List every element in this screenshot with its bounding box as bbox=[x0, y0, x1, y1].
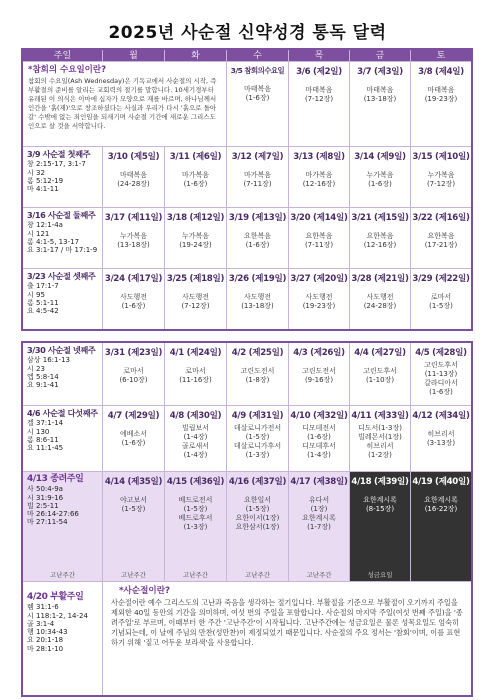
easter-title: 4/20 부활주일 bbox=[27, 592, 84, 602]
lectionary-line: 롬 5:1-11 bbox=[27, 298, 59, 307]
day-date: 4/11 (제33일) bbox=[351, 411, 409, 421]
ash-wednesday-note-title: *참회의 수요일이란? bbox=[28, 65, 107, 75]
day-cell bbox=[411, 343, 471, 406]
day-date: 3/22 (제16일) bbox=[412, 213, 470, 223]
day-reading: 요한계시록 (8-15장) bbox=[363, 496, 397, 513]
day-reading: 마가복음 (7-11장) bbox=[243, 171, 272, 188]
day-cell bbox=[227, 147, 289, 208]
day-cell bbox=[411, 62, 471, 147]
day-date: 4/9 (제31일) bbox=[231, 411, 284, 421]
header-monday: 월 bbox=[103, 50, 165, 62]
day-cell bbox=[411, 147, 471, 208]
day-cell bbox=[227, 208, 289, 269]
day-date: 3/26 (제19일) bbox=[228, 274, 287, 284]
day-reading: 마태복음 (24-28장) bbox=[117, 171, 150, 188]
sunday-title: 3/16 사순절 둘째주 bbox=[27, 210, 96, 220]
day-reading: 사도행전 (7-12장) bbox=[181, 293, 210, 310]
day-reading: 고린도후서 (11-13장) 갈라디아서 (1-6장) bbox=[424, 361, 458, 396]
day-reading: 사도행전 (24-28장) bbox=[363, 293, 397, 310]
day-reading: 사도행전 (19-23장) bbox=[302, 293, 336, 310]
day-date: 3/31 (제23일) bbox=[104, 348, 163, 358]
ash-wednesday-note-body: 참회의 수요일(Ash Wednesday)은 기독교에서 사순절의 시작, 즉 부활절의 준비를 알리는 교회력의 절기를 말합니다. 10세기경부터 유래된 이 의식은 이마에 십자가 모양으로 재를 바르며, 하나님께서 인간을 '흙(재)'으로 창조하셨다는 사실과 우리가 다시 '흙으로 돌아갈' 수밖에 없는 죄인임을 되새기며 사순절 기간에 새로운 그리스도인으로 살 것을 서약합니다. bbox=[28, 77, 217, 130]
palm-sunday-lectionary bbox=[23, 472, 103, 582]
sunday-title: 3/23 사순절 셋째주 bbox=[27, 271, 96, 281]
day-date: 4/4 (제27일) bbox=[354, 348, 406, 358]
day-reading: 사도행전 (13-18장) bbox=[241, 293, 274, 310]
day-reading: 야고보서 (1-5장) bbox=[119, 496, 148, 513]
day-date: 3/19 (제13일) bbox=[228, 213, 287, 223]
day-date: 4/15 (제36일) bbox=[166, 477, 225, 487]
lent-note bbox=[103, 582, 471, 695]
sunday-lectionary bbox=[23, 208, 103, 269]
day-reading: 로마서 (6-10장) bbox=[119, 367, 148, 384]
day-date: 3/24 (제17일) bbox=[104, 274, 163, 284]
day-cell bbox=[103, 208, 165, 269]
day-date: 3/25 (제18일) bbox=[166, 274, 225, 284]
lectionary-line: 창 12:1-4a bbox=[27, 221, 63, 230]
day-cell bbox=[289, 269, 350, 329]
lent-note-body: 사순절이란 예수 그리스도의 고난과 죽음을 생각하는 절기입니다. 부활절을 기준으로 부활절이 오기까지 주일을 제외한 40일 동안의 기간을 의미하며, 여섯 번의 주일을 포함합니다. 사순절의 마지막 주일(여섯 번째 주일)을 '종려주일'로 부르며, 이때부터 한 주간 '고난주간'이 시작됩니다. 고난주간에는 성금요일은 물론 성목요일도 엄숙히 기념되는데, 이 날에 주님의 만찬(성만찬)이 제정되었기 때문입니다. 사순절의 주요 정서는 '참회'이며, 이를 표현하기 위해 '짙고 어두운 보라색'을 사용합니다. bbox=[111, 598, 463, 647]
lectionary-line: 요 9:1-41 bbox=[27, 381, 59, 390]
day-date: 3/8 (제4일) bbox=[418, 67, 464, 77]
holy-week-label: 고난주간 bbox=[182, 571, 209, 579]
day-reading: 고린도전서 (1-8장) bbox=[240, 367, 275, 384]
sunday-title: 3/9 사순절 첫째주 bbox=[27, 149, 91, 159]
day-cell bbox=[227, 269, 289, 329]
day-date: 4/16 (제37일) bbox=[228, 477, 287, 487]
lectionary-line: 마 26:14-27:66 bbox=[27, 510, 79, 519]
day-date: 4/3 (제26일) bbox=[293, 348, 345, 358]
day-cell bbox=[350, 147, 411, 208]
day-date: 4/17 (제38일) bbox=[290, 477, 348, 487]
day-cell bbox=[103, 147, 165, 208]
day-reading: 히브리서 (3-13장) bbox=[426, 430, 456, 447]
day-reading: 고린도전서 (9-16장) bbox=[302, 367, 336, 384]
lectionary-line: 창 2:15-17, 3:1-7 bbox=[27, 160, 86, 169]
day-reading: 마태복음 (1-6장) bbox=[243, 85, 272, 102]
day-cell bbox=[103, 343, 165, 406]
header-saturday: 토 bbox=[411, 50, 471, 62]
day-date: 3/27 (제20일) bbox=[290, 274, 348, 284]
easter-lectionary bbox=[23, 582, 103, 695]
header-tuesday: 화 bbox=[165, 50, 227, 62]
day-reading: 누가복음 (7-12장) bbox=[426, 171, 456, 188]
day-date: 4/1 (제24일) bbox=[169, 348, 222, 358]
day-date: 3/5 참회의수요일 bbox=[230, 66, 285, 75]
day-cell bbox=[411, 406, 471, 472]
day-reading: 로마서 (11-16장) bbox=[179, 367, 212, 384]
day-date: 4/18 (제39일) bbox=[351, 477, 409, 487]
day-cell bbox=[350, 62, 411, 147]
holy-week-label: 고난주간 bbox=[49, 570, 76, 579]
day-cell bbox=[289, 208, 350, 269]
day-cell bbox=[289, 62, 350, 147]
lectionary-line: 삼상 16:1-13 bbox=[27, 356, 70, 365]
lectionary-line: 사 50:4-9a bbox=[27, 485, 63, 494]
day-reading: 마가복음 (12-16장) bbox=[302, 171, 336, 188]
day-date: 4/5 (제28일) bbox=[415, 348, 467, 358]
lectionary-line: 롬 4:1-5, 13-17 bbox=[27, 237, 80, 246]
good-friday-label: 성금요일 bbox=[367, 571, 393, 579]
lectionary-line: 골 3:1-4 bbox=[27, 619, 55, 628]
day-reading: 로마서 (1-5장) bbox=[429, 293, 453, 310]
day-cell bbox=[411, 269, 471, 329]
day-date: 4/2 (제25일) bbox=[231, 348, 284, 358]
day-reading: 빌립보서 (1-4장) 골로새서 (1-4장) bbox=[181, 424, 210, 459]
day-cell bbox=[289, 343, 350, 406]
sunday-title: 4/6 사순절 다섯째주 bbox=[27, 408, 98, 418]
day-reading: 사도행전 (1-6장) bbox=[119, 293, 148, 310]
day-date: 3/12 (제7일) bbox=[231, 152, 284, 162]
day-cell bbox=[350, 208, 411, 269]
holy-week-label: 고난주간 bbox=[120, 571, 147, 579]
good-friday-cell bbox=[350, 472, 411, 582]
day-cell bbox=[411, 472, 471, 582]
day-cell bbox=[350, 269, 411, 329]
lectionary-line: 마 28:1-10 bbox=[27, 644, 64, 653]
day-cell bbox=[165, 343, 227, 406]
lectionary-line: 시 31:9-16 bbox=[27, 493, 64, 502]
lectionary-line: 시 32 bbox=[27, 168, 45, 177]
day-reading: 누가복음 (1-6장) bbox=[366, 171, 394, 188]
day-reading: 마태복음 (19-23장) bbox=[424, 86, 458, 103]
day-reading: 데살로니가전서 (1-5장) 데살로니가후서 (1-3장) bbox=[233, 424, 282, 459]
day-date: 3/29 (제22일) bbox=[412, 274, 470, 284]
day-date: 3/6 (제2일) bbox=[296, 67, 342, 77]
sunday-title: 4/13 종려주일 bbox=[27, 474, 84, 484]
day-reading: 에베소서 (1-6장) bbox=[119, 430, 148, 447]
lectionary-line: 시 121 bbox=[27, 229, 50, 238]
sunday-lectionary bbox=[23, 269, 103, 329]
lectionary-line: 시 130 bbox=[27, 427, 50, 436]
day-reading: 요한복음 (17-21장) bbox=[424, 232, 458, 249]
day-date: 3/10 (제5일) bbox=[107, 152, 160, 162]
day-cell bbox=[103, 472, 165, 582]
day-reading: 마가복음 (1-6장) bbox=[181, 171, 210, 188]
lectionary-line: 요 4:5-42 bbox=[27, 307, 59, 316]
day-cell bbox=[227, 62, 289, 147]
day-date: 3/14 (제9일) bbox=[354, 152, 406, 162]
calendar-march bbox=[21, 48, 473, 331]
day-reading: 마태복음 (13-18장) bbox=[363, 86, 397, 103]
day-date: 4/8 (제30일) bbox=[169, 411, 222, 421]
day-reading: 요한복음 (12-16장) bbox=[363, 232, 397, 249]
day-cell bbox=[350, 406, 411, 472]
lectionary-line: 요 20:1-18 bbox=[27, 636, 64, 645]
lectionary-line: 시 23 bbox=[27, 364, 45, 373]
day-cell bbox=[289, 406, 350, 472]
day-cell bbox=[165, 472, 227, 582]
day-reading: 누가복음 (13-18장) bbox=[117, 232, 150, 249]
day-cell bbox=[227, 343, 289, 406]
header-wednesday: 수 bbox=[227, 50, 289, 62]
header-friday: 금 bbox=[350, 50, 411, 62]
day-date: 4/12 (제34일) bbox=[412, 411, 470, 421]
lectionary-line: 요 3:1-17 / 마 17:1-9 bbox=[27, 246, 98, 255]
header-thursday: 목 bbox=[289, 50, 350, 62]
calendar-april bbox=[21, 341, 473, 697]
lectionary-line: 겔 37:1-14 bbox=[27, 419, 64, 428]
header-sunday: 주일 bbox=[23, 50, 103, 62]
day-cell bbox=[227, 472, 289, 582]
lectionary-line: 롬 8:6-11 bbox=[27, 435, 59, 444]
sunday-title: 3/30 사순절 넷째주 bbox=[27, 345, 96, 355]
day-reading: 요한복음 (7-11장) bbox=[304, 232, 334, 249]
day-date: 3/18 (제12일) bbox=[166, 213, 225, 223]
lent-note-title: *사순절이란? bbox=[119, 586, 170, 596]
holy-week-label: 고난주간 bbox=[244, 571, 271, 579]
lectionary-line: 빌 2:5-11 bbox=[27, 501, 59, 510]
holy-week-label: 고난주간 bbox=[306, 571, 332, 579]
day-cell bbox=[103, 269, 165, 329]
day-date: 3/17 (제11일) bbox=[104, 213, 163, 223]
lectionary-line: 마 27:11-54 bbox=[27, 518, 68, 527]
day-reading: 유다서 (1장) 요한계시록 (1-7장) bbox=[302, 496, 336, 531]
lectionary-line: 엡 5:8-14 bbox=[27, 372, 59, 381]
day-date: 3/20 (제14일) bbox=[290, 213, 348, 223]
sunday-lectionary bbox=[23, 406, 103, 472]
day-date: 3/21 (제15일) bbox=[351, 213, 409, 223]
day-cell bbox=[165, 208, 227, 269]
page-title: 2025년 사순절 신약성경 통독 달력 bbox=[108, 23, 387, 43]
day-reading: 디도서(1-3장) 빌레몬서(1장) 히브리서 (1-2장) bbox=[358, 424, 402, 459]
day-reading: 베드로전서 (1-5장) 베드로후서 (1-3장) bbox=[178, 496, 213, 531]
lectionary-line: 마 4:1-11 bbox=[27, 185, 59, 194]
day-date: 3/28 (제21일) bbox=[351, 274, 409, 284]
day-cell bbox=[350, 343, 411, 406]
day-cell bbox=[227, 406, 289, 472]
day-cell bbox=[165, 147, 227, 208]
day-date: 3/15 (제10일) bbox=[412, 152, 470, 162]
lectionary-line: 렘 31:1-6 bbox=[27, 603, 59, 612]
day-cell bbox=[165, 269, 227, 329]
day-reading: 디모데전서 (1-6장) 디모데후서 (1-4장) bbox=[302, 424, 336, 459]
lectionary-line: 시 95 bbox=[27, 290, 45, 299]
day-date: 3/7 (제3일) bbox=[357, 67, 403, 77]
day-date: 4/10 (제32일) bbox=[290, 411, 348, 421]
day-date: 3/13 (제8일) bbox=[293, 152, 345, 162]
day-date: 4/14 (제35일) bbox=[104, 477, 163, 487]
ash-wednesday-note bbox=[23, 62, 227, 147]
day-cell bbox=[289, 472, 350, 582]
day-date: 3/11 (제6일) bbox=[169, 152, 222, 162]
day-reading: 요한복음 (1-6장) bbox=[243, 232, 272, 249]
day-reading: 요한일서 (1-5장) 요한이서(1장) 요한삼서(1장) bbox=[235, 496, 280, 531]
lectionary-line: 시 118:1-2, 14-24 bbox=[27, 611, 88, 620]
lectionary-line: 요 11:1-45 bbox=[27, 444, 64, 453]
lectionary-line: 행 10:34-43 bbox=[27, 628, 68, 637]
day-reading: 누가복음 (19-24장) bbox=[179, 232, 212, 249]
day-cell bbox=[411, 208, 471, 269]
day-cell bbox=[103, 406, 165, 472]
day-reading: 요한계시록 (16-22장) bbox=[424, 496, 458, 513]
day-cell bbox=[289, 147, 350, 208]
lectionary-line: 출 17:1-7 bbox=[27, 282, 59, 291]
sunday-lectionary bbox=[23, 343, 103, 406]
day-reading: 마태복음 (7-12장) bbox=[304, 86, 334, 103]
lectionary-line: 롬 5:12-19 bbox=[27, 176, 64, 185]
day-date: 4/7 (제29일) bbox=[107, 411, 160, 421]
day-reading: 고린도후서 (1-10장) bbox=[363, 367, 397, 384]
day-date: 4/19 (제40일) bbox=[412, 477, 470, 487]
sunday-lectionary bbox=[23, 147, 103, 208]
day-cell bbox=[165, 406, 227, 472]
